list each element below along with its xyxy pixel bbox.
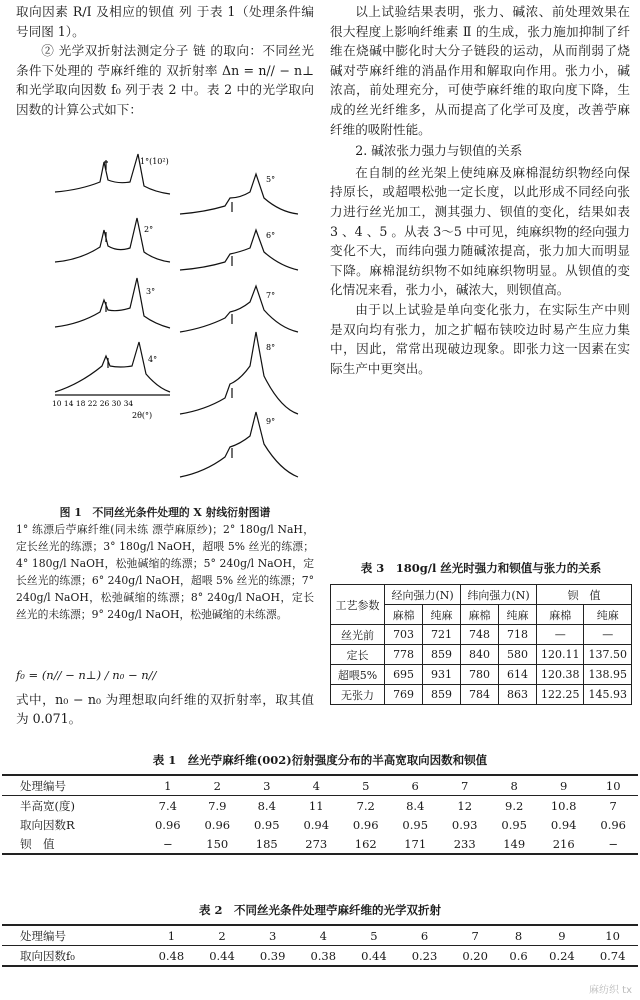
table1-cell: 8.4: [406, 798, 425, 813]
table1-cell: 7.9: [208, 798, 227, 813]
table3-cell: 748: [461, 625, 499, 645]
table2-header-cell: 9: [537, 925, 588, 946]
table3-sub: 纯麻: [423, 605, 461, 625]
xrd-label-8: 8°: [266, 343, 276, 352]
figure-caption-body: 1° 练漂后苧麻纤维(同未练 漂苧麻原纱)；2° 180g/l NaH，定长丝光的练漂；3° 180g/l NaOH，超喂 5% 丝光的练漂；4° 180g/l NaOH，松弛碱缩的练漂；5° 240g/l NaOH，定长丝光的练漂；6° 240g/l NaOH，超喂 5% 丝光的练漂；7° 240g/l NaOH，松弛碱缩的练漂；8° 240g/l NaOH，定长丝光的未练漂；9° 240g/l NaOH，松弛碱缩的未练漂。: [16, 523, 314, 621]
table3-sub: 麻棉: [537, 605, 584, 625]
table3-cell: 120.11: [537, 645, 584, 665]
table1-cell: 7.2: [356, 798, 375, 813]
table1-header-cell: 10: [588, 775, 638, 796]
table1-header-cell: 6: [390, 775, 439, 796]
table3-cell: 超喂5%: [331, 665, 385, 685]
table1-header-cell: 8: [489, 775, 538, 796]
formula: f₀ = (n// − n⊥) / n₀ − n//: [16, 668, 157, 682]
table1-header-cell: 5: [341, 775, 390, 796]
table1-cell: 149: [489, 834, 538, 854]
table1-header-row: [2, 775, 638, 796]
table3-cell: 120.38: [537, 665, 584, 685]
table3-cell: 863: [499, 685, 537, 705]
xrd-label-3: 3°: [146, 287, 156, 296]
xrd-curve-9: [180, 412, 298, 477]
table3-cell: 859: [423, 645, 461, 665]
xrd-label-7: 7°: [266, 291, 276, 300]
table2-header-cell: 1: [146, 925, 197, 946]
table1-header-cell: 7: [440, 775, 489, 796]
table3-sub: 纯麻: [499, 605, 537, 625]
table3-cell: 定长: [331, 645, 385, 665]
xrd-figure: [40, 152, 310, 492]
table2-header-cell: 处理编号: [2, 925, 146, 946]
xrd-axis-ticks: 10 14 18 22 26 30 34: [52, 399, 134, 408]
table2-cell: 0.24: [537, 946, 588, 967]
table3-cell: 780: [461, 665, 499, 685]
table2-cell: 0.39: [247, 946, 298, 967]
table3-row: [331, 625, 632, 645]
table3-cell: 145.93: [584, 685, 632, 705]
table1-cell: 216: [539, 834, 588, 854]
table3-cell: 718: [499, 625, 537, 645]
table3-header-ba: 钡 值: [537, 585, 632, 605]
table1-cell: −: [588, 834, 638, 854]
table2-cell: 0.38: [298, 946, 349, 967]
left-paragraph-3: 式中，n₀ − n₀ 为理想取向纤维的双折射率，取其值为 0.071。: [16, 691, 314, 727]
table1-cell: 8.4: [257, 798, 276, 813]
table3-sub: 纯麻: [584, 605, 632, 625]
table2-header-cell: 5: [349, 925, 400, 946]
xrd-label-2: 2°: [144, 225, 154, 234]
xrd-label-1: 1°(10²): [140, 157, 169, 166]
table3-header-param: 工艺参数: [331, 585, 385, 625]
table1-cell: 0.94: [303, 817, 330, 832]
table3-sub: 麻棉: [385, 605, 423, 625]
table3-cell: 784: [461, 685, 499, 705]
left-column: [16, 2, 314, 120]
table1-cell: 7.4: [158, 798, 177, 813]
table1-header-cell: 3: [242, 775, 291, 796]
table1-cell: 0.95: [501, 817, 527, 832]
table2-header-cell: 4: [298, 925, 349, 946]
table3-sub: 麻棉: [461, 605, 499, 625]
table3-cell: 840: [461, 645, 499, 665]
table2-header-cell: 10: [587, 925, 638, 946]
table3-cell: —: [537, 625, 584, 645]
table3-cell: 无张力: [331, 685, 385, 705]
table3-cell: 580: [499, 645, 537, 665]
table1-cell: 10.8: [550, 798, 577, 813]
table2-title: 表 2 不同丝光条件处理苧麻纤维的光学双折射: [198, 903, 441, 917]
xrd-curve-6: [180, 230, 298, 270]
table3-cell: 769: [385, 685, 423, 705]
left-bottom: [16, 660, 314, 729]
table1-title: 表 1 丝光苧麻纤维(002)衍射强度分布的半高宽取向因数和钡值: [152, 753, 488, 767]
table1-cell: 162: [341, 834, 390, 854]
table2-row: [2, 946, 638, 967]
xrd-curve-5: [180, 174, 298, 214]
table2-cell: 0.23: [399, 946, 450, 967]
table1-cell: 9.2: [505, 798, 524, 813]
table1-cell: 0.96: [204, 817, 231, 832]
table1-cell: 0.95: [402, 817, 429, 832]
table1-cell: 0.94: [550, 817, 577, 832]
table2-header-cell: 8: [500, 925, 536, 946]
xrd-label-5: 5°: [266, 175, 276, 184]
table3-row: [331, 685, 632, 705]
table1-cell: 0.93: [451, 817, 478, 832]
figure-caption: [16, 504, 314, 623]
right-column: [330, 2, 630, 378]
table1-row: [2, 834, 638, 854]
table1-cell: 233: [440, 834, 489, 854]
table2-cell: 0.20: [450, 946, 501, 967]
table2-header-cell: 6: [399, 925, 450, 946]
table2-header-cell: 2: [197, 925, 248, 946]
table3: [330, 584, 632, 705]
right-paragraph-1: 以上试验结果表明，张力、碱浓、前处理效果在很大程度上影响纤维素 Ⅱ 的生成，张力施加抑制了纤维在烧碱中膨化时大分子链段的运动，从而削弱了烧碱对苧麻纤维的消晶作用和解取向作用。张力小，碱浓高，前处理充分，可使苧麻纤维的取向度下降，生成的丝光纤维多，从而提高了化学可及度，改善苧麻纤维的吸附性能。: [330, 4, 630, 137]
table1-header-cell: 4: [292, 775, 341, 796]
table3-cell: 138.95: [584, 665, 632, 685]
table2-cell: 0.6: [500, 946, 536, 967]
xrd-label-4: 4°: [148, 355, 158, 364]
table3-title: 表 3 180g/l 丝光时强力和钡值与张力的关系: [360, 561, 602, 575]
table1-header-cell: 2: [193, 775, 242, 796]
table3-cell: 695: [385, 665, 423, 685]
table3-cell: 931: [423, 665, 461, 685]
table1-cell: 185: [242, 834, 291, 854]
table3-cell: 721: [423, 625, 461, 645]
table2-cell: 0.48: [146, 946, 197, 967]
table1-cell: 取向因数R: [20, 817, 75, 832]
xrd-curve-8: [180, 332, 298, 414]
table1-header-cell: 1: [143, 775, 192, 796]
table2-cell: 0.44: [349, 946, 400, 967]
figure-caption-title: 图 1 不同丝光条件处理的 X 射线衍射图谱: [59, 506, 271, 519]
table1-cell: 钡 值: [2, 834, 143, 854]
xrd-curve-7: [180, 286, 298, 332]
table1-cell: 0.95: [253, 817, 280, 832]
table3-cell: 778: [385, 645, 423, 665]
table1-cell: 150: [193, 834, 242, 854]
table2-header-cell: 7: [450, 925, 501, 946]
table3-header-weft: 纬向强力(N): [461, 585, 537, 605]
table3-row: [331, 645, 632, 665]
table1-cell: 7: [609, 798, 617, 813]
table2-header-row: [2, 925, 638, 946]
right-paragraph-2: 在自制的丝光架上使纯麻及麻棉混纺织物经向保持原长，或超喂松弛一定长度，以此形成不同经向张力进行丝光加工，测其强力、钡值的变化，结果如表 3 、4 、5 。从表 3～5 中可见，纯麻织物的经向强力变化不大，而纬向强力随碱浓提高，张力加大而明显下降。麻棉混纺织物不如纯麻织物明显。从钡值的变化情况来看，张力小，碱浓大，则钡值高。: [330, 164, 630, 298]
section-heading: 2. 碱浓张力强力与钡值的关系: [355, 143, 523, 159]
xrd-label-6: 6°: [266, 231, 276, 240]
table2: [2, 924, 638, 967]
right-paragraph-3: 由于以上试验是单向变化张力，在实际生产中则是双向均有张力，加之扩幅布铗咬边时易产生应力集中，因此，常常出现破边现象。即张力这一因素在实际生产中更突出。: [330, 301, 630, 376]
table2-header-cell: 3: [247, 925, 298, 946]
table1-row: [2, 796, 638, 816]
table2-cell: 0.74: [587, 946, 638, 967]
table3-header-warp: 经向强力(N): [385, 585, 461, 605]
table1-cell: 0.96: [352, 817, 379, 832]
table1-cell: −: [143, 834, 192, 854]
table1-header-cell: 9: [539, 775, 588, 796]
watermark: 麻纺织 tx: [588, 985, 632, 996]
table1-cell: 12: [457, 798, 473, 813]
table1-cell: 半高宽(度): [20, 798, 75, 813]
xrd-curve-4: [55, 342, 170, 392]
table2-cell: 取向因数f₀: [2, 946, 146, 967]
table3-cell: 703: [385, 625, 423, 645]
table1-cell: 171: [390, 834, 439, 854]
xrd-axis-unit: 2θ(°): [132, 411, 153, 420]
xrd-curve-3: [55, 278, 170, 328]
table3-cell: 137.50: [584, 645, 632, 665]
table1-cell: 273: [292, 834, 341, 854]
left-paragraph-2: ② 光学双折射法测定分子 链 的取向：不同丝光条件下处理的 苧麻纤维的 双折射率 Δn = n// − n⊥ 和光学取向因数 f₀ 列于表 2 中。表 2 中的光学取向因数的计算公式如下：: [16, 43, 314, 117]
table3-cell: 614: [499, 665, 537, 685]
table1-cell: 0.96: [600, 817, 626, 832]
table1-row: [2, 815, 638, 834]
table3-cell: 859: [423, 685, 461, 705]
table1-cell: 11: [308, 798, 324, 813]
table2-cell: 0.44: [197, 946, 248, 967]
table1: [2, 774, 638, 855]
table3-cell: 丝光前: [331, 625, 385, 645]
xrd-label-9: 9°: [266, 417, 276, 426]
table3-row: [331, 665, 632, 685]
left-paragraph-1: 取向因素 R∕I 及相应的钡值 列 于表 1（处理条件编号同图 1）。: [16, 4, 314, 39]
table3-cell: —: [584, 625, 632, 645]
table1-cell: 0.96: [154, 817, 181, 832]
table3-cell: 122.25: [537, 685, 584, 705]
table1-header-cell: 处理编号: [2, 775, 143, 796]
